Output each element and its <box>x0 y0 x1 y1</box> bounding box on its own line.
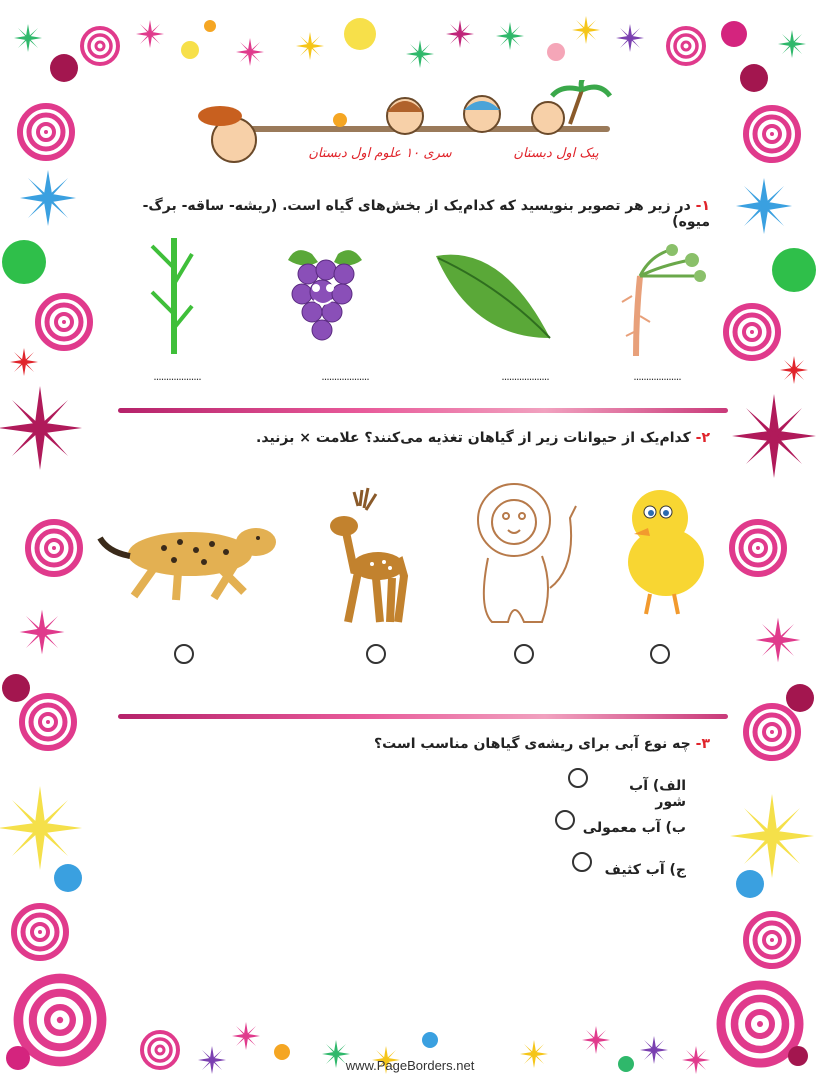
question-1 <box>110 198 710 230</box>
answer-blank-3[interactable]: ................... <box>321 370 369 383</box>
question-1-text: در زیر هر تصویر بنویسید که کدام‌یک از بخش‌های گیاه است. (ریشه- ساقه- برگ- میوه) <box>142 198 710 230</box>
animal-checkbox-lion[interactable] <box>514 644 534 664</box>
header-left-title: پیک اول دبستان <box>513 146 599 161</box>
option-b-radio[interactable] <box>555 810 575 830</box>
border-right-decor <box>721 108 816 1066</box>
animal-checkbox-deer[interactable] <box>366 644 386 664</box>
answer-blank-4[interactable]: ................... <box>153 370 201 383</box>
animal-checkbox-chick[interactable] <box>650 644 670 664</box>
cheetah-icon <box>94 512 282 604</box>
question-2-number: ۲- <box>695 430 710 446</box>
border-left-decor <box>0 106 102 1070</box>
header-right-title: سری ۱۰ علوم اول دبستان <box>308 146 452 161</box>
question-2-text: کدام‌یک از حیوانات زیر از گیاهان تغذیه می‌کنند؟ علامت × بزنید. <box>256 430 691 446</box>
chick-icon <box>620 484 712 618</box>
animal-checkbox-cheetah[interactable] <box>174 644 194 664</box>
question-1-number: ۱- <box>695 198 710 214</box>
lion-icon <box>458 478 586 628</box>
leaf-icon <box>432 248 556 344</box>
option-b-label: ب) آب معمولی <box>582 820 686 836</box>
question-3 <box>110 736 710 752</box>
answer-blank-1[interactable]: ................... <box>633 370 681 383</box>
option-c-label: ج) آب کثیف <box>604 862 686 878</box>
section-divider-2 <box>118 714 728 719</box>
question-3-text: چه نوع آبی برای ریشه‌ی گیاهان مناسب است؟ <box>374 736 691 752</box>
carrot-root-icon <box>610 236 710 366</box>
deer-icon <box>318 486 414 628</box>
answer-blank-2[interactable]: ................... <box>501 370 549 383</box>
footer-watermark: www.PageBorders.net <box>345 1058 475 1073</box>
option-c-radio[interactable] <box>572 852 592 872</box>
question-2 <box>110 430 710 446</box>
stem-icon <box>144 228 198 358</box>
section-divider-1 <box>118 408 728 413</box>
grapes-fruit-icon <box>282 244 368 348</box>
option-a-radio[interactable] <box>568 768 588 788</box>
option-a-label: الف) آب شور <box>629 778 686 810</box>
question-3-number: ۳- <box>695 736 710 752</box>
